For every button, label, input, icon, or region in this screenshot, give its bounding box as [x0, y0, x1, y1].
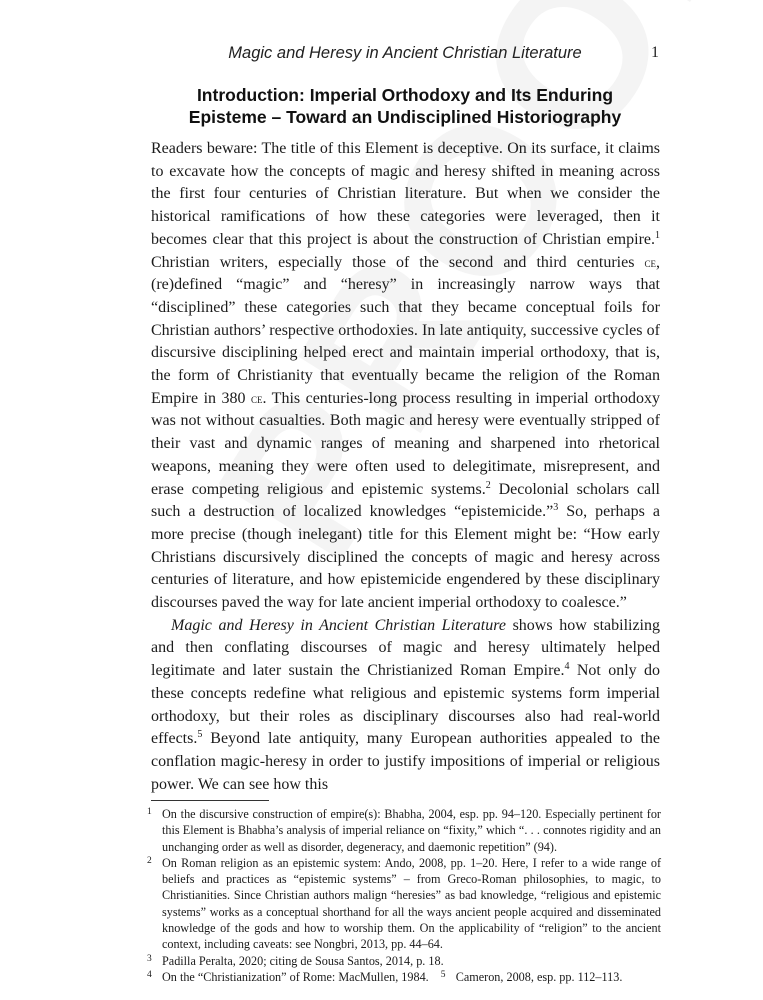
- footnote-text: On the discursive construction of empire(s): Bhabha, 2004, esp. pp. 94–120. Especially pertinent for this Element is Bhabha’s analysis of imperial reliance on “fixity,” which “. . . connotes rigidity and an unchanging order as well as disorder, degeneracy, and daemonic repetition” (94).: [162, 807, 661, 854]
- page-number: 1: [651, 44, 659, 61]
- p2-text-1: shows how stabilizing and then conflating discourses of magic and heresy ultimately helped legitimate and later sustain the Christianized Roman Empire.: [151, 616, 661, 680]
- footnote-2: [147, 855, 661, 953]
- paragraph-2: [151, 615, 660, 797]
- footnote-row: [147, 969, 661, 985]
- footnote-text: Cameron, 2008, esp. pp. 112–113.: [455, 969, 623, 984]
- element-title-italic: Magic and Heresy in Ancient Christian Literature: [171, 616, 506, 634]
- footnote-number: 3: [147, 953, 152, 964]
- footnote-1: [147, 806, 661, 855]
- era-abbrev: ce: [644, 254, 656, 270]
- p2-text-3: Beyond late antiquity, many European authorities appealed to the conflation magic-heresy in order to justify impositions of imperial or religious power. We can see how this: [151, 730, 660, 793]
- footnote-number: 1: [147, 807, 152, 817]
- section-title-line-1: Introduction: Imperial Orthodoxy and Its Enduring: [196, 85, 614, 105]
- footnote-number: 5: [440, 969, 446, 980]
- p1-text-1: Readers beware: The title of this Element is deceptive. On its surface, it claims to excavate how the concepts of magic and heresy shifted in meaning across the first four centuries of Christian literature. But when we consider the historical ramifications of how these categories were leveraged, then it becomes clear that this project is about the construction of Christian empire.: [151, 140, 660, 248]
- p1-text-2: Christian writers, especially those of the second and third centuries: [151, 253, 645, 271]
- footnote-separator: [151, 800, 269, 801]
- footnote-ref-2[interactable]: 2: [485, 479, 491, 491]
- footnote-number: 4: [147, 969, 152, 980]
- p1-text-4: . This centuries-long process resulting in imperial orthodoxy was not without casualties. Both magic and heresy were eventually stripped of their vast and dynamic ranges of meaning and sharpened into rhetorical weapons, meaning they were often used to delegitimate, misrepresent, and erase competing religious and epistemic systems.: [151, 389, 660, 498]
- footnote-ref-5[interactable]: 5: [197, 729, 203, 741]
- footnote-ref-4[interactable]: 4: [564, 661, 570, 673]
- section-title: [150, 84, 660, 128]
- paragraph-1: [151, 138, 660, 615]
- running-head-title: Magic and Heresy in Ancient Christian Literature: [228, 44, 582, 62]
- footnote-text: On the “Christianization” of Rome: MacMullen, 1984.: [162, 969, 429, 984]
- footnote-5: [440, 969, 623, 985]
- p1-text-5: Decolonial scholars call such a destruction of localized knowledges “epistemicide.”: [151, 480, 661, 521]
- footnote-text: On Roman religion as an epistemic system: Ando, 2008, pp. 1–20. Here, I refer to a wide range of beliefs and practices as “epistemic systems” – from Greco-Roman philosophies, to magic, to Christianities. Since Christian authors malign “heresies” as bad knowledge, “religious and epistemic systems” works as a conceptual shorthand for all the ways ancient people acquired and disseminated knowledge of the gods and how to worship them. On the applicability of “religion” to the ancient context, including caveats: see Nongbri, 2013, pp. 44–64.: [162, 855, 661, 952]
- footnote-ref-1[interactable]: 1: [655, 229, 660, 241]
- footnote-3: [147, 953, 661, 969]
- footnotes: [147, 806, 661, 985]
- section-title-line-2: Episteme – Toward an Undisciplined Historiography: [188, 107, 622, 127]
- era-abbrev: ce: [250, 390, 263, 406]
- p1-text-6: So, perhaps a more precise (though inelegant) title for this Element might be: “How early Christians discursively disciplined the concepts of magic and heresy across centuries of literature, and how epistemicide engendered by these disciplinary discourses paved the way for late ancient imperial orthodoxy to coalesce.”: [151, 503, 660, 612]
- footnote-ref-3[interactable]: 3: [553, 502, 559, 514]
- footnote-text: Padilla Peralta, 2020; citing de Sousa Santos, 2014, p. 18.: [162, 953, 444, 968]
- footnote-number: 2: [147, 855, 152, 866]
- p2-text-2: Not only do these concepts redefine what religious and epistemic systems form imperial orthodoxy, but their roles as disciplinary discourses also had real-world effects.: [151, 662, 660, 748]
- footnote-4: [147, 969, 429, 985]
- body-text: [151, 138, 660, 796]
- p1-text-3: , (re)defined “magic” and “heresy” in increasingly narrow ways that “disciplined” these categories such that they became conceptual foils for Christian authors’ respective orthodoxies. In late antiquity, successive cycles of discursive disciplining helped erect and maintain imperial orthodoxy, that is, the form of Christianity that eventually became the religion of the Roman Empire in 380: [151, 253, 660, 407]
